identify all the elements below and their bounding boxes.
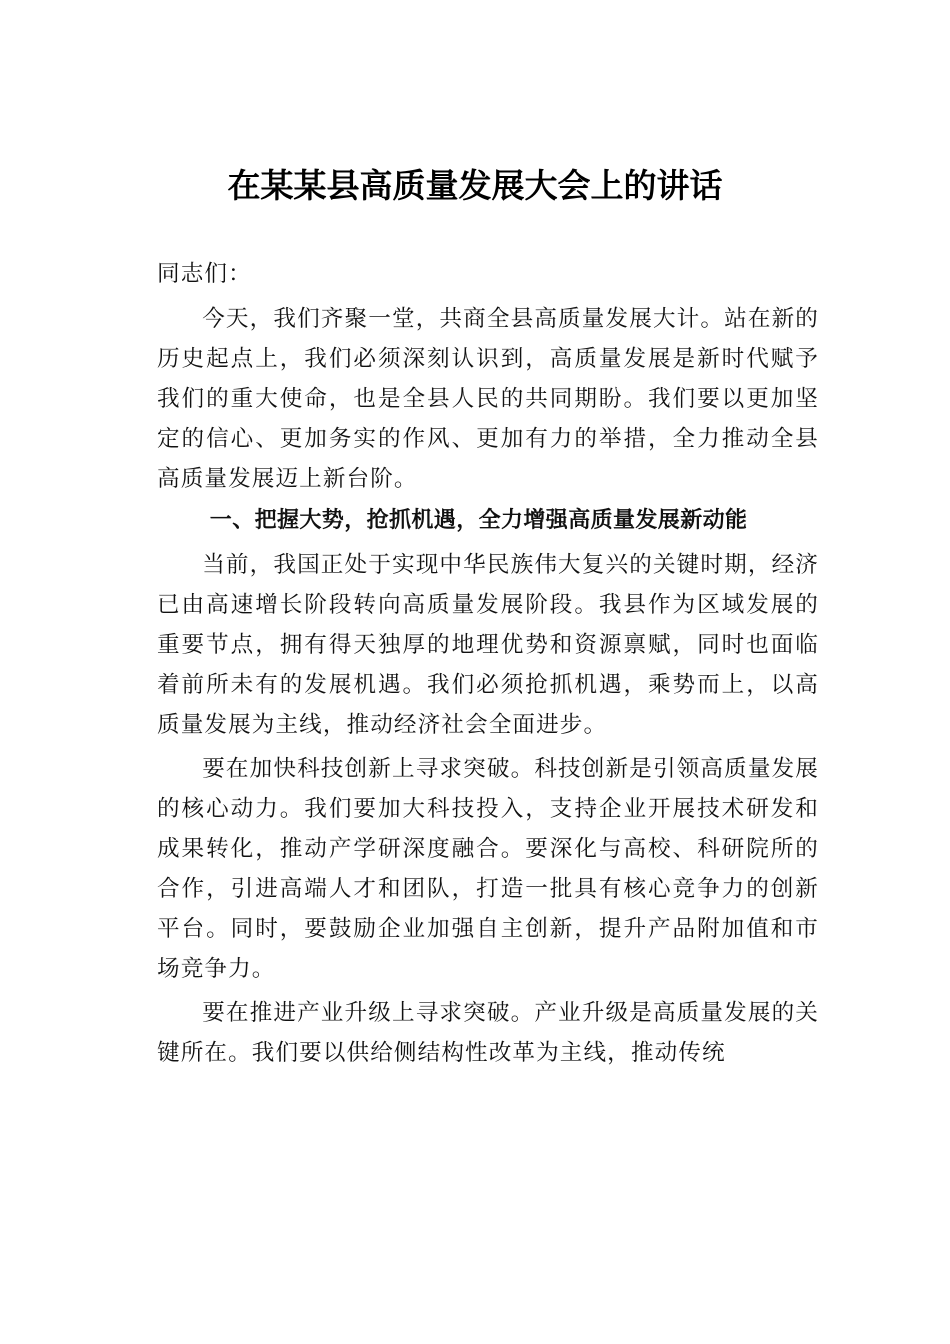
body-paragraph: 要在加快科技创新上寻求突破。科技创新是引领高质量发展的核心动力。我们要加大科技投入，支持企业开展技术研发和成果转化，推动产学研深度融合。要深化与高校、科研院所的合作，引进高端人才和团队，打造一批具有核心竞争力的创新平台。同时，要鼓励企业加强自主创新，提升产品附加值和市场竞争力。: [157, 756, 819, 982]
document-body: [157, 254, 819, 1073]
section-heading: 一、把握大势，抢抓机遇，全力增强高质量发展新动能: [209, 508, 748, 533]
salutation: 同志们：: [157, 261, 252, 287]
document-title: 在某某县高质量发展大会上的讲话: [227, 166, 723, 205]
intro-paragraph: 今天，我们齐聚一堂，共商全县高质量发展大计。站在新的历史起点上，我们必须深刻认识到，高质量发展是新时代赋予我们的重大使命，也是全县人民的共同期盼。我们要以更加坚定的信心、更加务实的作风、更加有力的举措，全力推动全县高质量发展迈上新台阶。: [157, 306, 819, 492]
body-paragraph: 当前，我国正处于实现中华民族伟大复兴的关键时期，经济已由高速增长阶段转向高质量发展阶段。我县作为区域发展的重要节点，拥有得天独厚的地理优势和资源禀赋，同时也面临着前所未有的发展机遇。我们必须抢抓机遇，乘势而上，以高质量发展为主线，推动经济社会全面进步。: [157, 552, 819, 738]
body-paragraph: 要在推进产业升级上寻求突破。产业升级是高质量发展的关键所在。我们要以供给侧结构性改革为主线，推动传统: [157, 1000, 819, 1066]
